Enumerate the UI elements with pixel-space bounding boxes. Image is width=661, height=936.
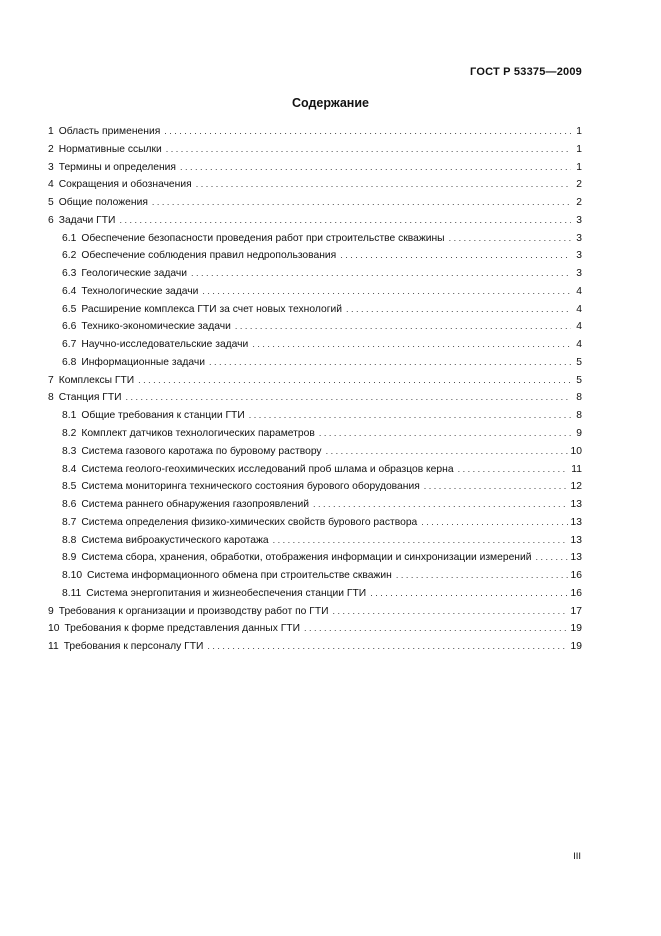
- toc-entry-title: Термины и определения: [58, 161, 176, 173]
- toc-entry-title: Система сбора, хранения, обработки, отображения информации и синхронизации измерений: [81, 552, 532, 564]
- toc-dot-leader: [166, 144, 571, 154]
- toc-dot-leader: [536, 552, 568, 562]
- toc-entry-title: Общие положения: [58, 197, 148, 209]
- toc-entry-page: 4: [576, 303, 582, 315]
- toc-entry-title: Нормативные ссылки: [58, 143, 162, 155]
- toc-entry-title: Станция ГТИ: [58, 392, 122, 404]
- toc-dot-leader: [252, 339, 571, 349]
- toc-dot-leader: [138, 375, 571, 385]
- toc-entry[interactable]: [48, 126, 582, 144]
- toc-entry-page: 3: [576, 250, 582, 262]
- toc-entry[interactable]: [48, 641, 582, 659]
- toc-entry-page: 12: [570, 481, 582, 493]
- toc-entry-title: Технико-экономические задачи: [81, 321, 231, 333]
- toc-entry-number: 9: [48, 605, 54, 617]
- toc-dot-leader: [273, 535, 568, 545]
- toc-entry-page: 4: [576, 285, 582, 297]
- toc-entry-number: 8.4: [62, 463, 77, 475]
- toc-entry-title: Требования к организации и производству работ по ГТИ: [58, 605, 329, 617]
- toc-dot-leader: [326, 446, 568, 456]
- toc-dot-leader: [235, 321, 571, 331]
- toc-entry-number: 8.11: [62, 587, 82, 599]
- toc-entry-number: 8.9: [62, 552, 77, 564]
- toc-entry-page: 2: [576, 179, 582, 191]
- toc-entry[interactable]: [48, 588, 582, 606]
- toc-entry-title: Комплексы ГТИ: [58, 374, 135, 386]
- toc-entry-number: 8.1: [62, 410, 77, 422]
- toc-entry[interactable]: [48, 233, 582, 251]
- toc-dot-leader: [319, 428, 571, 438]
- toc-dot-leader: [396, 570, 568, 580]
- toc-entry-title: Требования к персоналу ГТИ: [63, 641, 204, 653]
- toc-entry-number: 6.5: [62, 303, 77, 315]
- toc-entry-number: 8.10: [62, 570, 83, 582]
- toc-entry-title: Система мониторинга технического состояния бурового оборудования: [81, 481, 420, 493]
- toc-entry-title: Обеспечение безопасности проведения работ при строительстве скважины: [81, 232, 445, 244]
- toc-entry-title: Система определения физико-химических свойств бурового раствора: [81, 516, 418, 528]
- toc-entry-number: 6.3: [62, 268, 77, 280]
- toc-entry[interactable]: [48, 304, 582, 322]
- table-of-contents: [48, 126, 582, 659]
- toc-dot-leader: [340, 250, 571, 260]
- toc-entry[interactable]: [48, 481, 582, 499]
- toc-entry-number: 6.7: [62, 339, 77, 351]
- toc-entry-page: 4: [576, 321, 582, 333]
- toc-dot-leader: [202, 286, 571, 296]
- toc-entry[interactable]: [48, 250, 582, 268]
- toc-entry[interactable]: [48, 570, 582, 588]
- toc-entry-page: 1: [576, 126, 582, 137]
- toc-dot-leader: [313, 499, 568, 509]
- toc-entry-title: Система геолого-геохимических исследований проб шлама и образцов керна: [81, 463, 454, 475]
- toc-entry-number: 8.2: [62, 428, 77, 440]
- toc-entry-title: Общие требования к станции ГТИ: [81, 410, 245, 422]
- toc-entry-title: Расширение комплекса ГТИ за счет новых технологий: [81, 303, 342, 315]
- toc-dot-leader: [346, 304, 571, 314]
- toc-dot-leader: [119, 215, 571, 225]
- toc-entry-number: 10: [48, 623, 60, 635]
- toc-entry-page: 8: [576, 410, 582, 422]
- toc-entry-page: 13: [570, 552, 582, 564]
- toc-entry-page: 3: [576, 214, 582, 226]
- toc-entry-page: 16: [570, 570, 582, 582]
- document-code: ГОСТ Р 53375—2009: [470, 66, 582, 78]
- toc-entry[interactable]: [48, 197, 582, 215]
- toc-entry[interactable]: [48, 144, 582, 162]
- toc-entry[interactable]: [48, 535, 582, 553]
- toc-entry-page: 9: [576, 428, 582, 440]
- toc-entry[interactable]: [48, 446, 582, 464]
- toc-entry[interactable]: [48, 464, 582, 482]
- toc-entry-page: 19: [570, 641, 582, 653]
- toc-entry-number: 7: [48, 374, 54, 386]
- toc-entry-title: Область применения: [58, 126, 161, 137]
- toc-entry[interactable]: [48, 215, 582, 233]
- toc-dot-leader: [449, 233, 571, 243]
- toc-entry-page: 16: [570, 587, 582, 599]
- toc-dot-leader: [152, 197, 571, 207]
- toc-entry-title: Требования к форме представления данных ГТИ: [64, 623, 300, 635]
- toc-entry-number: 6.6: [62, 321, 77, 333]
- toc-dot-leader: [458, 464, 569, 474]
- toc-entry[interactable]: [48, 517, 582, 535]
- toc-entry[interactable]: [48, 286, 582, 304]
- toc-dot-leader: [126, 392, 571, 402]
- toc-entry-page: 3: [576, 268, 582, 280]
- toc-dot-leader: [249, 410, 571, 420]
- toc-entry-number: 3: [48, 161, 54, 173]
- toc-dot-leader: [333, 606, 568, 616]
- toc-dot-leader: [196, 179, 571, 189]
- toc-entry-number: 11: [48, 641, 59, 653]
- toc-entry-title: Система энергопитания и жизнеобеспечения станции ГТИ: [86, 587, 367, 599]
- toc-entry-number: 6.1: [62, 232, 77, 244]
- toc-entry[interactable]: [48, 499, 582, 517]
- toc-entry-title: Обеспечение соблюдения правил недропользования: [81, 250, 337, 262]
- toc-entry-number: 6.2: [62, 250, 77, 262]
- toc-entry-page: 5: [576, 356, 582, 368]
- toc-entry[interactable]: [48, 552, 582, 570]
- toc-entry-title: Система информационного обмена при строительстве скважин: [87, 570, 392, 582]
- toc-entry-number: 6.8: [62, 356, 77, 368]
- toc-entry-title: Система виброакустического каротажа: [81, 534, 269, 546]
- toc-entry-number: 5: [48, 197, 54, 209]
- toc-entry-number: 8: [48, 392, 54, 404]
- toc-entry-number: 8.8: [62, 534, 77, 546]
- toc-entry-title: Система газового каротажа по буровому раствору: [81, 445, 322, 457]
- page-number: III: [573, 851, 581, 862]
- toc-entry-title: Комплект датчиков технологических параметров: [81, 428, 315, 440]
- toc-entry-number: 8.7: [62, 516, 77, 528]
- toc-entry-page: 4: [576, 339, 582, 351]
- toc-entry[interactable]: [48, 392, 582, 410]
- toc-entry-title: Система раннего обнаружения газопроявлений: [81, 499, 309, 511]
- toc-entry-number: 8.5: [62, 481, 77, 493]
- toc-dot-leader: [164, 126, 571, 136]
- toc-entry[interactable]: [48, 357, 582, 375]
- toc-dot-leader: [304, 623, 568, 633]
- toc-dot-leader: [191, 268, 571, 278]
- toc-entry-number: 6.4: [62, 285, 77, 297]
- toc-entry-page: 13: [570, 516, 582, 528]
- toc-entry-page: 1: [576, 161, 582, 173]
- toc-entry-number: 6: [48, 214, 54, 226]
- toc-entry-page: 3: [576, 232, 582, 244]
- toc-entry[interactable]: [48, 321, 582, 339]
- toc-entry-page: 8: [576, 392, 582, 404]
- toc-entry[interactable]: [48, 162, 582, 180]
- toc-entry-title: Сокращения и обозначения: [58, 179, 192, 191]
- toc-dot-leader: [424, 481, 568, 491]
- toc-entry-number: 2: [48, 143, 54, 155]
- toc-entry-number: 4: [48, 179, 54, 191]
- toc-entry[interactable]: [48, 179, 582, 197]
- toc-entry-number: 8.6: [62, 499, 77, 511]
- toc-entry[interactable]: [48, 623, 582, 641]
- toc-dot-leader: [180, 162, 571, 172]
- toc-entry[interactable]: [48, 606, 582, 624]
- toc-entry-page: 1: [576, 143, 582, 155]
- toc-entry-page: 10: [570, 445, 582, 457]
- toc-entry-title: Задачи ГТИ: [58, 214, 116, 226]
- toc-entry-title: Научно-исследовательские задачи: [81, 339, 249, 351]
- toc-entry-number: 8.3: [62, 445, 77, 457]
- toc-entry-title: Информационные задачи: [81, 356, 205, 368]
- toc-entry-page: 13: [570, 499, 582, 511]
- toc-entry-page: 19: [570, 623, 582, 635]
- toc-entry[interactable]: [48, 428, 582, 446]
- toc-dot-leader: [370, 588, 567, 598]
- toc-entry-page: 5: [576, 374, 582, 386]
- toc-entry[interactable]: [48, 375, 582, 393]
- toc-dot-leader: [207, 641, 567, 651]
- toc-entry[interactable]: [48, 339, 582, 357]
- toc-dot-leader: [421, 517, 567, 527]
- toc-entry-page: 13: [570, 534, 582, 546]
- toc-entry-title: Технологические задачи: [81, 285, 199, 297]
- toc-entry-page: 2: [576, 197, 582, 209]
- toc-entry-page: 17: [570, 605, 582, 617]
- toc-entry[interactable]: [48, 410, 582, 428]
- toc-entry[interactable]: [48, 268, 582, 286]
- toc-entry-page: 11: [571, 463, 582, 475]
- toc-dot-leader: [209, 357, 571, 367]
- toc-entry-title: Геологические задачи: [81, 268, 187, 280]
- toc-entry-number: 1: [48, 126, 54, 137]
- toc-title: Содержание: [291, 96, 369, 110]
